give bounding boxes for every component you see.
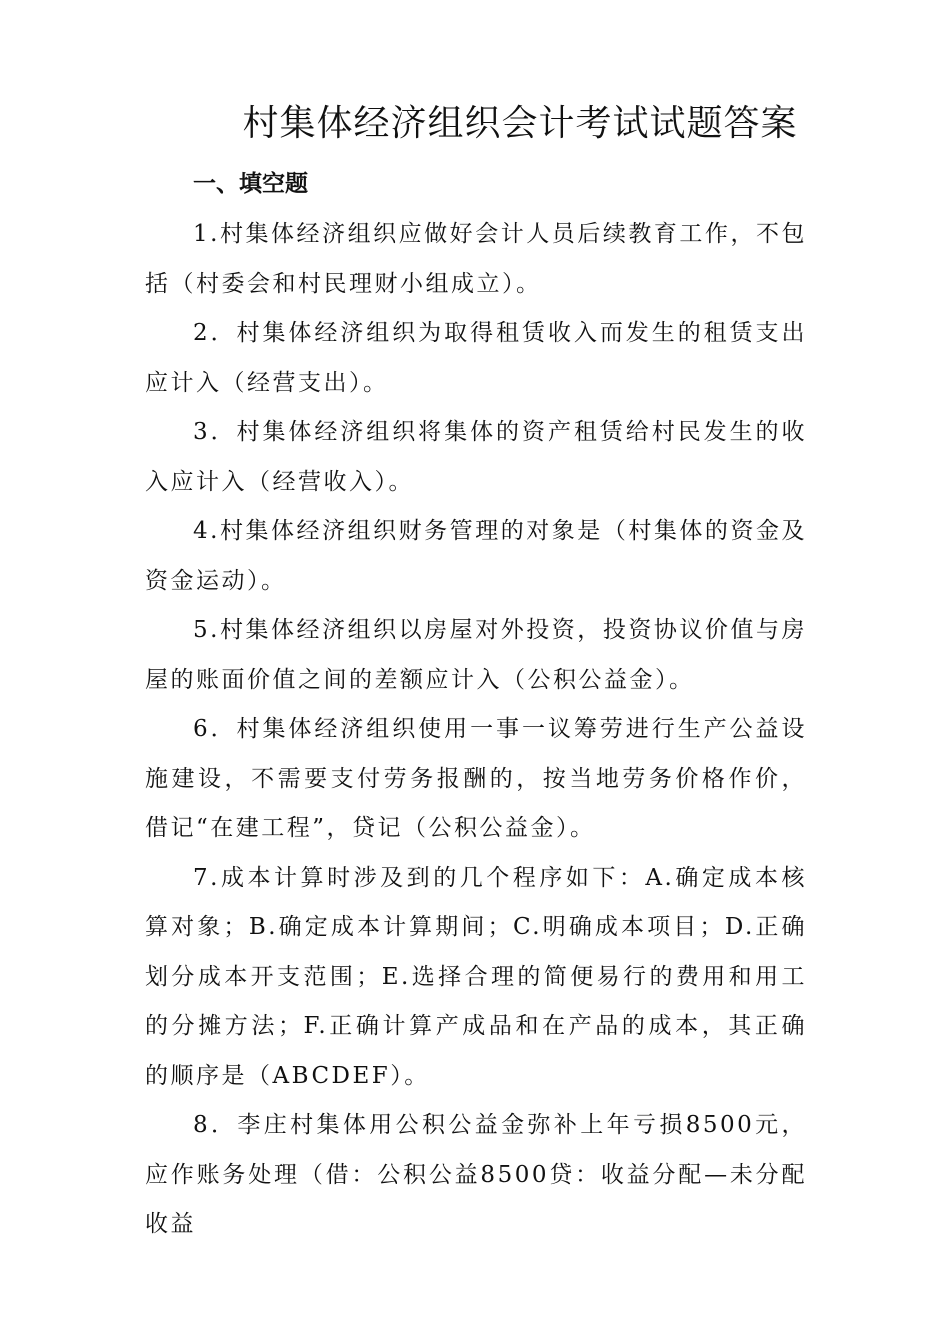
- section-heading: 一、填空题: [193, 171, 308, 197]
- question-item-6: 6．村集体经济组织使用一事一议筹劳进行生产公益设施建设，不需要支付劳务报酬的，按当地劳务价格作价，借记“在建工程”，贷记（公积公益金）。: [145, 716, 807, 841]
- question-item-2: 2．村集体经济组织为取得租赁收入而发生的租赁支出应计入（经营支出）。: [145, 320, 807, 396]
- question-item-5: 5.村集体经济组织以房屋对外投资，投资协议价值与房屋的账面价值之间的差额应计入（公积公益金）。: [145, 617, 807, 693]
- question-item-8: 8．李庄村集体用公积公益金弥补上年亏损8500元，应作账务处理（借：公积公益8500贷：收益分配—未分配收益: [145, 1112, 807, 1237]
- document-title: 村集体经济组织会计考试试题答案: [242, 103, 798, 144]
- question-item-7: 7.成本计算时涉及到的几个程序如下：A.确定成本核算对象；B.确定成本计算期间；C.明确成本项目；D.正确划分成本开支范围；E.选择合理的简便易行的费用和用工的分摊方法；F.正确计算产成品和在产品的成本，其正确的顺序是（ABCDEF）。: [145, 864, 807, 1089]
- question-item-3: 3．村集体经济组织将集体的资产租赁给村民发生的收入应计入（经营收入）。: [145, 419, 807, 495]
- question-list: [145, 210, 807, 1250]
- question-item-4: 4.村集体经济组织财务管理的对象是（村集体的资金及资金运动）。: [145, 518, 807, 594]
- question-item-1: 1.村集体经济组织应做好会计人员后续教育工作，不包括（村委会和村民理财小组成立）。: [145, 221, 807, 297]
